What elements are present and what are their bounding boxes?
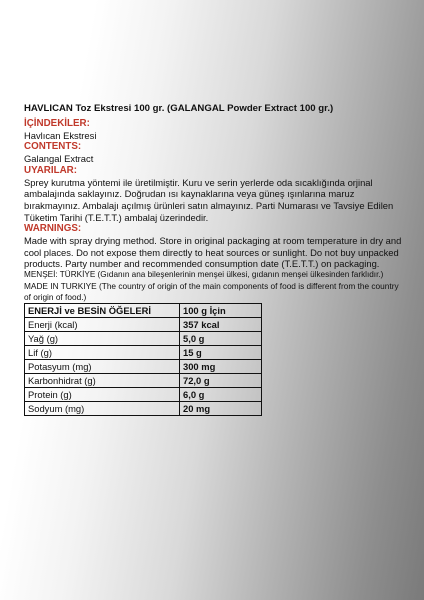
origin-en-text: MADE IN TURKIYE (The country of origin of the main components of food is different from the country of origin of food.) [24, 281, 399, 302]
nutrient-value: 5,0 g [180, 332, 262, 346]
nutrition-header-value: 100 g İçin [180, 304, 262, 318]
nutrient-value: 6,0 g [180, 388, 262, 402]
nutrient-value: 72,0 g [180, 374, 262, 388]
nutrient-value: 300 mg [180, 360, 262, 374]
warnings-tr-heading: UYARILAR: [24, 164, 77, 176]
nutrient-name: Yağ (g) [25, 332, 180, 346]
label-content [24, 103, 406, 416]
nutrient-value: 357 kcal [180, 318, 262, 332]
table-row [25, 346, 262, 360]
table-row [25, 318, 262, 332]
nutrition-header-row [25, 304, 262, 318]
product-title: HAVLICAN Toz Ekstresi 100 gr. (GALANGAL Powder Extract 100 gr.) [24, 103, 334, 114]
nutrient-value: 15 g [180, 346, 262, 360]
warnings-heading: WARNINGS: [24, 223, 82, 235]
warnings-tr-text: Sprey kurutma yöntemi ile üretilmiştir. Kuru ve serin yerlerde oda sıcaklığında orjinal ambalajında saklayınız. Doğrudan ısı kaynaklarına veya güneş ışınlarına maruz bırakmayınız. Ambalajı açılmış ürünleri satın almayınız. Parti Numarası ve Tavsiye Edilen Tüketim Tarihi (T.E.T.T.) ambalaj üzerindedir. [24, 176, 394, 223]
nutrition-table [24, 303, 262, 416]
contents-heading: CONTENTS: [24, 141, 82, 153]
table-row [25, 388, 262, 402]
table-row [25, 360, 262, 374]
nutrient-name: Enerji (kcal) [25, 318, 180, 332]
nutrient-name: Potasyum (mg) [25, 360, 180, 374]
table-row [25, 402, 262, 416]
nutrient-name: Protein (g) [25, 388, 180, 402]
contents-text: Galangal Extract [24, 153, 94, 165]
warnings-text: Made with spray drying method. Store in original packaging at room temperature in dry and cool places. Do not expose them directly to heat sources or sunlight. Do not buy unpacked products. Party number and recommended consumption date (T.E.T.T.) on packaging. [24, 235, 402, 270]
table-row [25, 374, 262, 388]
nutrient-name: Karbonhidrat (g) [25, 374, 180, 388]
ingredients-tr-heading: İÇİNDEKİLER: [24, 117, 90, 129]
nutrition-header-nutrient: ENERJİ ve BESİN ÖĞELERİ [25, 304, 180, 318]
origin-tr-text: MENŞEİ: TÜRKİYE (Gıdanın ana bileşenlerinin menşei ülkesi, gıdanın menşei ülkesinden farklıdır.) [24, 269, 384, 279]
table-row [25, 332, 262, 346]
ingredients-tr-text: Havlıcan Ekstresi [24, 129, 97, 141]
nutrient-value: 20 mg [180, 402, 262, 416]
nutrient-name: Lif (g) [25, 346, 180, 360]
nutrient-name: Sodyum (mg) [25, 402, 180, 416]
